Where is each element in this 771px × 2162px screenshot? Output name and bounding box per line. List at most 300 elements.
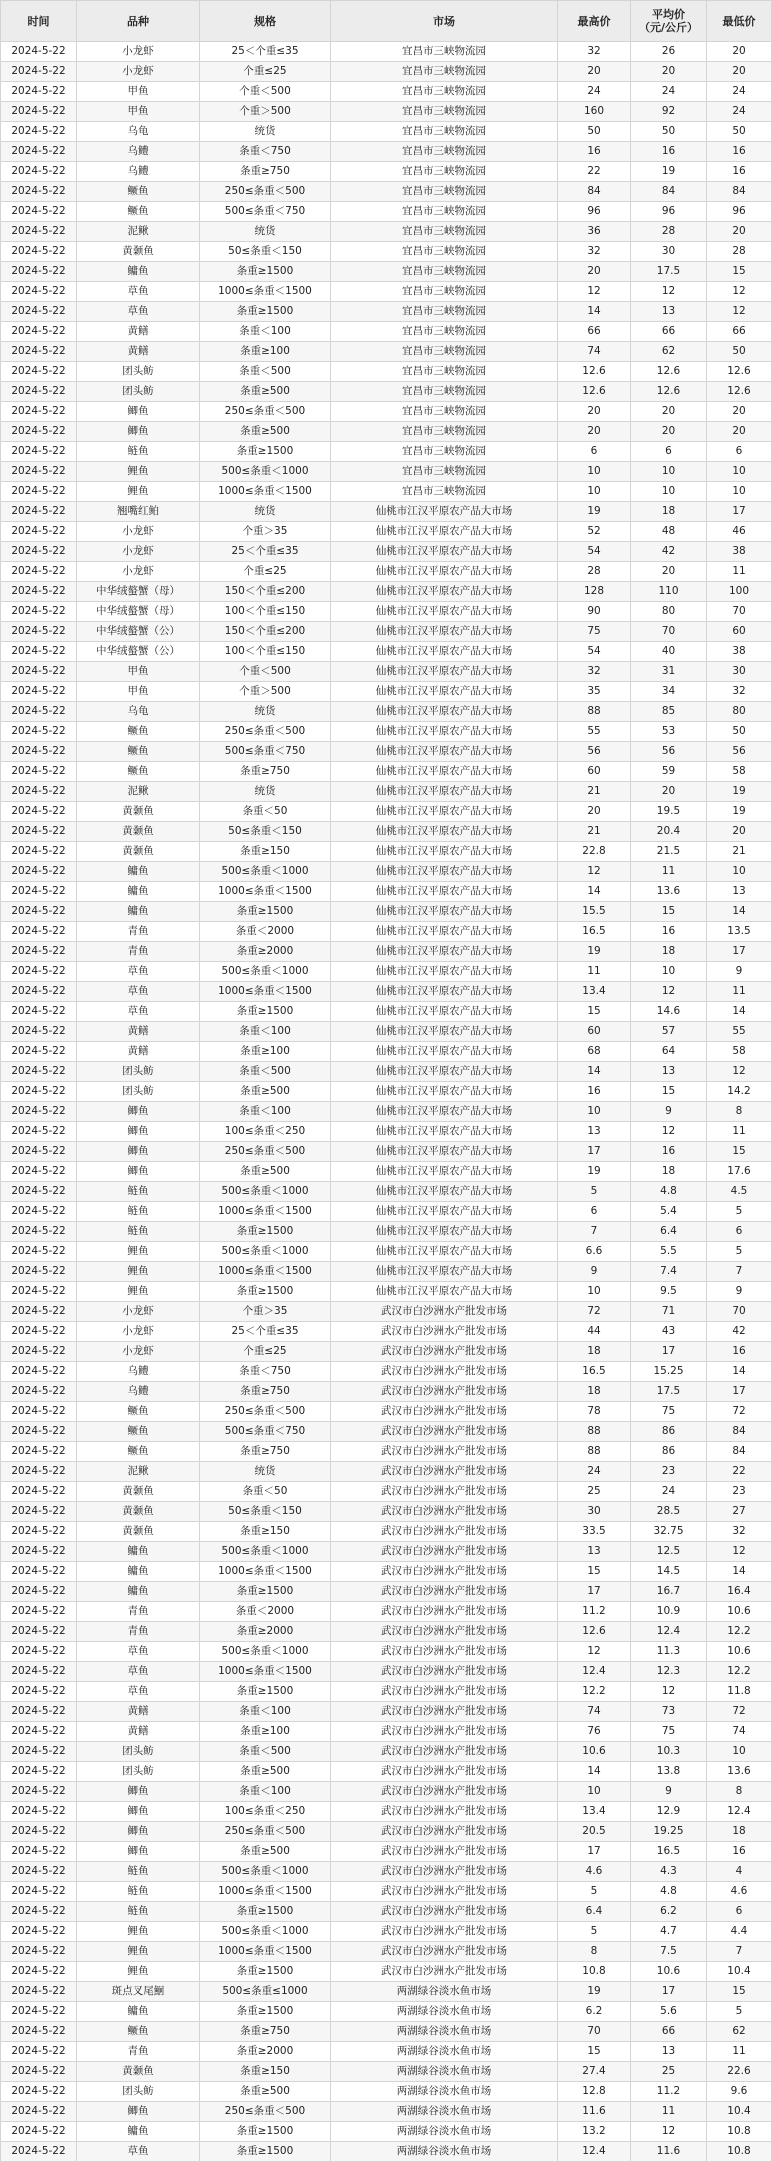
cell-max-price: 13.4	[558, 982, 631, 1002]
cell-avg-price: 19.5	[631, 802, 707, 822]
cell-date: 2024-5-22	[1, 1882, 77, 1902]
cell-max-price: 12.4	[558, 2142, 631, 2162]
table-row	[1, 82, 771, 102]
cell-max-price: 5	[558, 1922, 631, 1942]
cell-avg-price: 13	[631, 302, 707, 322]
cell-avg-price: 53	[631, 722, 707, 742]
table-row	[1, 122, 771, 142]
cell-date: 2024-5-22	[1, 42, 77, 62]
cell-avg-price: 12.6	[631, 382, 707, 402]
table-row	[1, 1602, 771, 1622]
cell-market: 两湖绿谷淡水鱼市场	[331, 2142, 558, 2162]
cell-max-price: 17	[558, 1582, 631, 1602]
cell-market: 宜昌市三峡物流园	[331, 102, 558, 122]
cell-avg-price: 10	[631, 482, 707, 502]
cell-min-price: 13	[707, 882, 771, 902]
cell-date: 2024-5-22	[1, 1142, 77, 1162]
cell-spec: 条重≥150	[200, 842, 331, 862]
cell-max-price: 32	[558, 242, 631, 262]
cell-variety: 黄颡鱼	[77, 842, 200, 862]
cell-date: 2024-5-22	[1, 1802, 77, 1822]
cell-max-price: 88	[558, 1442, 631, 1462]
cell-date: 2024-5-22	[1, 282, 77, 302]
cell-spec: 条重≥500	[200, 1162, 331, 1182]
cell-variety: 鲤鱼	[77, 1922, 200, 1942]
cell-avg-price: 7.5	[631, 1942, 707, 1962]
cell-max-price: 11.2	[558, 1602, 631, 1622]
cell-variety: 甲鱼	[77, 82, 200, 102]
cell-avg-price: 23	[631, 1462, 707, 1482]
cell-avg-price: 11	[631, 862, 707, 882]
cell-variety: 乌龟	[77, 702, 200, 722]
cell-avg-price: 21.5	[631, 842, 707, 862]
cell-min-price: 16	[707, 142, 771, 162]
cell-market: 两湖绿谷淡水鱼市场	[331, 2122, 558, 2142]
cell-variety: 黄鳝	[77, 1022, 200, 1042]
cell-spec: 条重＜100	[200, 1702, 331, 1722]
cell-variety: 草鱼	[77, 1002, 200, 1022]
cell-min-price: 11.8	[707, 1682, 771, 1702]
cell-date: 2024-5-22	[1, 1582, 77, 1602]
table-row	[1, 1842, 771, 1862]
table-header	[1, 1, 771, 42]
cell-min-price: 7	[707, 1942, 771, 1962]
cell-min-price: 5	[707, 1242, 771, 1262]
cell-spec: 条重≥100	[200, 342, 331, 362]
cell-market: 仙桃市江汉平原农产品大市场	[331, 762, 558, 782]
cell-max-price: 12	[558, 862, 631, 882]
table-row	[1, 1482, 771, 1502]
cell-max-price: 12.8	[558, 2082, 631, 2102]
cell-avg-price: 75	[631, 1402, 707, 1422]
cell-min-price: 12	[707, 302, 771, 322]
cell-variety: 乌龟	[77, 122, 200, 142]
cell-min-price: 50	[707, 342, 771, 362]
table-row	[1, 1822, 771, 1842]
cell-min-price: 10	[707, 1742, 771, 1762]
cell-spec: 条重≥750	[200, 1442, 331, 1462]
cell-spec: 500≤条重＜750	[200, 202, 331, 222]
cell-max-price: 19	[558, 942, 631, 962]
cell-date: 2024-5-22	[1, 1322, 77, 1342]
cell-spec: 1000≤条重＜1500	[200, 1662, 331, 1682]
cell-min-price: 30	[707, 662, 771, 682]
cell-min-price: 12.2	[707, 1622, 771, 1642]
cell-date: 2024-5-22	[1, 82, 77, 102]
cell-max-price: 54	[558, 642, 631, 662]
cell-min-price: 12.6	[707, 382, 771, 402]
cell-variety: 团头鲂	[77, 1062, 200, 1082]
cell-variety: 鲤鱼	[77, 1262, 200, 1282]
cell-spec: 25＜个重≤35	[200, 542, 331, 562]
cell-market: 武汉市白沙洲水产批发市场	[331, 1722, 558, 1742]
table-row	[1, 102, 771, 122]
cell-max-price: 6	[558, 442, 631, 462]
cell-max-price: 19	[558, 502, 631, 522]
cell-max-price: 16	[558, 1082, 631, 1102]
cell-market: 武汉市白沙洲水产批发市场	[331, 1922, 558, 1942]
cell-min-price: 9	[707, 1282, 771, 1302]
cell-date: 2024-5-22	[1, 1062, 77, 1082]
cell-spec: 500≤条重＜1000	[200, 862, 331, 882]
cell-market: 仙桃市江汉平原农产品大市场	[331, 822, 558, 842]
cell-avg-price: 71	[631, 1302, 707, 1322]
cell-spec: 500≤条重＜1000	[200, 1922, 331, 1942]
cell-avg-price: 11.2	[631, 2082, 707, 2102]
cell-date: 2024-5-22	[1, 1702, 77, 1722]
cell-min-price: 10.4	[707, 1962, 771, 1982]
cell-date: 2024-5-22	[1, 1402, 77, 1422]
cell-spec: 条重＜100	[200, 322, 331, 342]
cell-date: 2024-5-22	[1, 902, 77, 922]
cell-min-price: 17	[707, 942, 771, 962]
cell-min-price: 58	[707, 1042, 771, 1062]
cell-avg-price: 15.25	[631, 1362, 707, 1382]
cell-max-price: 6.6	[558, 1242, 631, 1262]
table-row	[1, 1162, 771, 1182]
cell-date: 2024-5-22	[1, 142, 77, 162]
cell-spec: 条重＜750	[200, 1362, 331, 1382]
cell-spec: 条重＜750	[200, 142, 331, 162]
table-row	[1, 2022, 771, 2042]
cell-variety: 黄鳝	[77, 342, 200, 362]
cell-spec: 个重＞35	[200, 522, 331, 542]
cell-variety: 泥鳅	[77, 222, 200, 242]
cell-max-price: 20	[558, 62, 631, 82]
cell-spec: 1000≤条重＜1500	[200, 282, 331, 302]
cell-min-price: 16	[707, 1342, 771, 1362]
cell-variety: 团头鲂	[77, 2082, 200, 2102]
cell-market: 宜昌市三峡物流园	[331, 42, 558, 62]
cell-min-price: 13.5	[707, 922, 771, 942]
table-row	[1, 602, 771, 622]
cell-date: 2024-5-22	[1, 922, 77, 942]
cell-min-price: 27	[707, 1502, 771, 1522]
table-row	[1, 722, 771, 742]
cell-max-price: 22.8	[558, 842, 631, 862]
cell-min-price: 22	[707, 1462, 771, 1482]
cell-max-price: 6.4	[558, 1902, 631, 1922]
cell-variety: 黄颡鱼	[77, 1522, 200, 1542]
cell-market: 两湖绿谷淡水鱼市场	[331, 1982, 558, 2002]
cell-market: 仙桃市江汉平原农产品大市场	[331, 622, 558, 642]
cell-market: 仙桃市江汉平原农产品大市场	[331, 1002, 558, 1022]
cell-max-price: 128	[558, 582, 631, 602]
cell-max-price: 50	[558, 122, 631, 142]
table-row	[1, 522, 771, 542]
cell-avg-price: 24	[631, 1482, 707, 1502]
cell-min-price: 17	[707, 1382, 771, 1402]
table-row	[1, 1682, 771, 1702]
cell-spec: 条重≥1500	[200, 1282, 331, 1302]
cell-min-price: 20	[707, 42, 771, 62]
cell-avg-price: 20	[631, 62, 707, 82]
cell-variety: 翘嘴红鲌	[77, 502, 200, 522]
cell-variety: 鲤鱼	[77, 1942, 200, 1962]
table-row	[1, 1022, 771, 1042]
cell-avg-price: 5.5	[631, 1242, 707, 1262]
cell-date: 2024-5-22	[1, 1482, 77, 1502]
cell-avg-price: 12	[631, 1682, 707, 1702]
cell-date: 2024-5-22	[1, 1842, 77, 1862]
cell-avg-price: 16	[631, 1142, 707, 1162]
cell-date: 2024-5-22	[1, 102, 77, 122]
cell-market: 仙桃市江汉平原农产品大市场	[331, 1182, 558, 1202]
cell-min-price: 66	[707, 322, 771, 342]
cell-date: 2024-5-22	[1, 2022, 77, 2042]
cell-max-price: 12.4	[558, 1662, 631, 1682]
cell-variety: 黄颡鱼	[77, 1482, 200, 1502]
cell-max-price: 4.6	[558, 1862, 631, 1882]
cell-spec: 统货	[200, 1462, 331, 1482]
table-row	[1, 182, 771, 202]
cell-variety: 鲢鱼	[77, 1222, 200, 1242]
cell-market: 仙桃市江汉平原农产品大市场	[331, 702, 558, 722]
cell-avg-price: 12.6	[631, 362, 707, 382]
cell-spec: 150＜个重≤200	[200, 622, 331, 642]
cell-date: 2024-5-22	[1, 1362, 77, 1382]
cell-variety: 斑点叉尾鮰	[77, 1982, 200, 2002]
cell-min-price: 9.6	[707, 2082, 771, 2102]
cell-market: 武汉市白沙洲水产批发市场	[331, 1542, 558, 1562]
cell-spec: 1000≤条重＜1500	[200, 1202, 331, 1222]
cell-min-price: 72	[707, 1402, 771, 1422]
cell-spec: 条重≥500	[200, 422, 331, 442]
cell-max-price: 60	[558, 762, 631, 782]
table-row	[1, 222, 771, 242]
cell-variety: 乌鳢	[77, 142, 200, 162]
cell-max-price: 74	[558, 1702, 631, 1722]
cell-market: 宜昌市三峡物流园	[331, 302, 558, 322]
cell-min-price: 11	[707, 982, 771, 1002]
cell-variety: 草鱼	[77, 1682, 200, 1702]
cell-market: 仙桃市江汉平原农产品大市场	[331, 1062, 558, 1082]
table-row	[1, 442, 771, 462]
table-row	[1, 262, 771, 282]
cell-market: 仙桃市江汉平原农产品大市场	[331, 982, 558, 1002]
cell-variety: 青鱼	[77, 1622, 200, 1642]
cell-max-price: 20	[558, 402, 631, 422]
cell-market: 宜昌市三峡物流园	[331, 362, 558, 382]
cell-market: 武汉市白沙洲水产批发市场	[331, 1462, 558, 1482]
cell-date: 2024-5-22	[1, 302, 77, 322]
cell-avg-price: 73	[631, 1702, 707, 1722]
cell-avg-price: 13.8	[631, 1762, 707, 1782]
cell-spec: 条重≥1500	[200, 1682, 331, 1702]
cell-min-price: 12	[707, 282, 771, 302]
table-row	[1, 1762, 771, 1782]
cell-date: 2024-5-22	[1, 1242, 77, 1262]
cell-variety: 中华绒螯蟹（公）	[77, 642, 200, 662]
cell-avg-price: 17	[631, 1982, 707, 2002]
cell-spec: 条重＜500	[200, 1742, 331, 1762]
cell-variety: 鳙鱼	[77, 2002, 200, 2022]
table-row	[1, 1342, 771, 1362]
cell-min-price: 11	[707, 562, 771, 582]
cell-spec: 50≤条重＜150	[200, 242, 331, 262]
cell-variety: 鲫鱼	[77, 2102, 200, 2122]
cell-date: 2024-5-22	[1, 942, 77, 962]
cell-avg-price: 5.6	[631, 2002, 707, 2022]
cell-market: 武汉市白沙洲水产批发市场	[331, 1682, 558, 1702]
cell-date: 2024-5-22	[1, 1602, 77, 1622]
cell-spec: 个重＞35	[200, 1302, 331, 1322]
table-row	[1, 1662, 771, 1682]
cell-market: 武汉市白沙洲水产批发市场	[331, 1582, 558, 1602]
cell-max-price: 13	[558, 1542, 631, 1562]
cell-market: 宜昌市三峡物流园	[331, 422, 558, 442]
cell-min-price: 56	[707, 742, 771, 762]
cell-date: 2024-5-22	[1, 1762, 77, 1782]
cell-market: 武汉市白沙洲水产批发市场	[331, 1362, 558, 1382]
cell-variety: 鲢鱼	[77, 1902, 200, 1922]
cell-max-price: 13	[558, 1122, 631, 1142]
cell-spec: 25＜个重≤35	[200, 42, 331, 62]
cell-variety: 草鱼	[77, 302, 200, 322]
table-row	[1, 1742, 771, 1762]
cell-variety: 小龙虾	[77, 42, 200, 62]
cell-variety: 鲫鱼	[77, 1822, 200, 1842]
cell-market: 仙桃市江汉平原农产品大市场	[331, 1282, 558, 1302]
cell-spec: 条重≥1500	[200, 1582, 331, 1602]
cell-market: 武汉市白沙洲水产批发市场	[331, 1342, 558, 1362]
cell-variety: 鲫鱼	[77, 1142, 200, 1162]
cell-date: 2024-5-22	[1, 402, 77, 422]
cell-avg-price: 75	[631, 1722, 707, 1742]
cell-avg-price: 64	[631, 1042, 707, 1062]
cell-market: 宜昌市三峡物流园	[331, 182, 558, 202]
cell-max-price: 10.6	[558, 1742, 631, 1762]
cell-spec: 条重≥2000	[200, 942, 331, 962]
cell-max-price: 10	[558, 482, 631, 502]
cell-market: 仙桃市江汉平原农产品大市场	[331, 1222, 558, 1242]
cell-variety: 青鱼	[77, 2042, 200, 2062]
cell-min-price: 10.8	[707, 2122, 771, 2142]
cell-min-price: 12	[707, 1062, 771, 1082]
header-market: 市场	[331, 1, 558, 42]
table-row	[1, 282, 771, 302]
cell-spec: 条重≥150	[200, 1522, 331, 1542]
cell-spec: 100＜个重≤150	[200, 642, 331, 662]
cell-market: 仙桃市江汉平原农产品大市场	[331, 1082, 558, 1102]
cell-max-price: 15	[558, 1002, 631, 1022]
cell-max-price: 14	[558, 1062, 631, 1082]
cell-spec: 500≤条重＜1000	[200, 1862, 331, 1882]
table-row	[1, 1222, 771, 1242]
table-row	[1, 1442, 771, 1462]
cell-variety: 黄鳝	[77, 1702, 200, 1722]
cell-avg-price: 12.5	[631, 1542, 707, 1562]
table-row	[1, 42, 771, 62]
cell-market: 仙桃市江汉平原农产品大市场	[331, 582, 558, 602]
cell-avg-price: 4.7	[631, 1922, 707, 1942]
cell-date: 2024-5-22	[1, 1002, 77, 1022]
cell-variety: 甲鱼	[77, 662, 200, 682]
cell-max-price: 19	[558, 1162, 631, 1182]
cell-date: 2024-5-22	[1, 322, 77, 342]
cell-market: 仙桃市江汉平原农产品大市场	[331, 962, 558, 982]
cell-min-price: 55	[707, 1022, 771, 1042]
cell-date: 2024-5-22	[1, 842, 77, 862]
cell-spec: 250≤条重＜500	[200, 722, 331, 742]
table-row	[1, 1122, 771, 1142]
table-row	[1, 1582, 771, 1602]
cell-avg-price: 12	[631, 982, 707, 1002]
cell-avg-price: 16	[631, 922, 707, 942]
cell-avg-price: 10.9	[631, 1602, 707, 1622]
cell-avg-price: 110	[631, 582, 707, 602]
table-row	[1, 1882, 771, 1902]
cell-min-price: 4.5	[707, 1182, 771, 1202]
cell-spec: 统货	[200, 222, 331, 242]
table-row	[1, 1942, 771, 1962]
cell-date: 2024-5-22	[1, 802, 77, 822]
cell-min-price: 20	[707, 222, 771, 242]
cell-market: 两湖绿谷淡水鱼市场	[331, 2042, 558, 2062]
cell-spec: 条重≥1500	[200, 1962, 331, 1982]
cell-avg-price: 16	[631, 142, 707, 162]
table-row	[1, 742, 771, 762]
cell-variety: 鲢鱼	[77, 1182, 200, 1202]
table-row	[1, 962, 771, 982]
cell-max-price: 22	[558, 162, 631, 182]
cell-spec: 条重＜100	[200, 1022, 331, 1042]
table-row	[1, 2082, 771, 2102]
cell-max-price: 66	[558, 322, 631, 342]
cell-avg-price: 17	[631, 1342, 707, 1362]
cell-avg-price: 16.7	[631, 1582, 707, 1602]
cell-spec: 条重≥1500	[200, 2122, 331, 2142]
table-row	[1, 1542, 771, 1562]
cell-market: 仙桃市江汉平原农产品大市场	[331, 1142, 558, 1162]
cell-date: 2024-5-22	[1, 1742, 77, 1762]
cell-avg-price: 92	[631, 102, 707, 122]
cell-spec: 25＜个重≤35	[200, 1322, 331, 1342]
cell-max-price: 28	[558, 562, 631, 582]
cell-variety: 黄颡鱼	[77, 242, 200, 262]
cell-variety: 青鱼	[77, 942, 200, 962]
table-row	[1, 1962, 771, 1982]
cell-variety: 草鱼	[77, 1642, 200, 1662]
cell-spec: 500≤条重＜1000	[200, 1542, 331, 1562]
cell-market: 两湖绿谷淡水鱼市场	[331, 2062, 558, 2082]
table-row	[1, 2042, 771, 2062]
cell-spec: 条重≥750	[200, 162, 331, 182]
cell-market: 仙桃市江汉平原农产品大市场	[331, 842, 558, 862]
cell-spec: 条重≥750	[200, 1382, 331, 1402]
table-row	[1, 902, 771, 922]
cell-min-price: 50	[707, 122, 771, 142]
cell-date: 2024-5-22	[1, 342, 77, 362]
cell-market: 仙桃市江汉平原农产品大市场	[331, 922, 558, 942]
cell-variety: 小龙虾	[77, 542, 200, 562]
cell-spec: 50≤条重＜150	[200, 822, 331, 842]
cell-variety: 鲤鱼	[77, 1962, 200, 1982]
cell-avg-price: 20.4	[631, 822, 707, 842]
cell-max-price: 13.4	[558, 1802, 631, 1822]
cell-avg-price: 28.5	[631, 1502, 707, 1522]
cell-avg-price: 12	[631, 2122, 707, 2142]
cell-min-price: 10.8	[707, 2142, 771, 2162]
cell-date: 2024-5-22	[1, 1162, 77, 1182]
cell-avg-price: 4.8	[631, 1882, 707, 1902]
table-row	[1, 1102, 771, 1122]
cell-spec: 个重＞500	[200, 682, 331, 702]
cell-variety: 鲢鱼	[77, 1862, 200, 1882]
cell-date: 2024-5-22	[1, 1262, 77, 1282]
cell-spec: 500≤条重＜1000	[200, 462, 331, 482]
cell-market: 仙桃市江汉平原农产品大市场	[331, 1162, 558, 1182]
